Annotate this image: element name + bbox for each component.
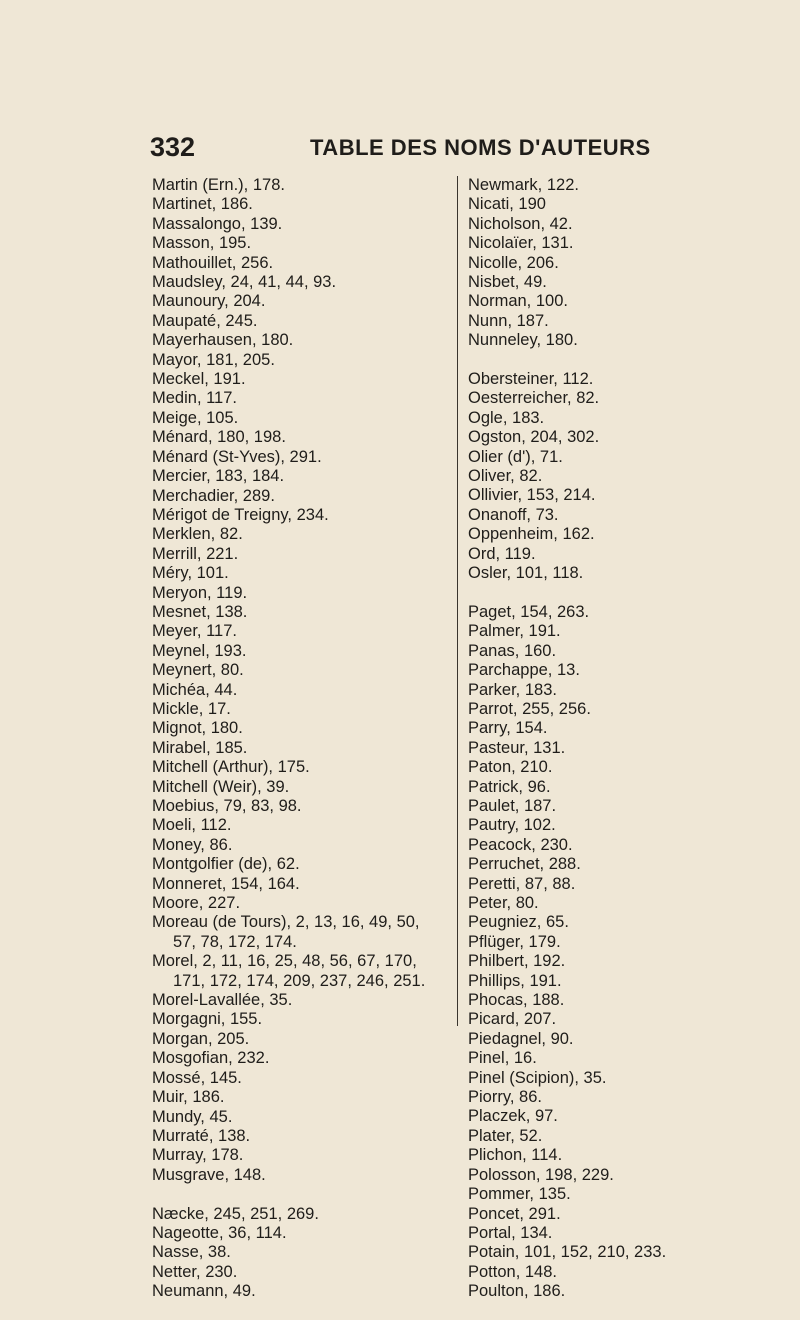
- column-divider: [457, 176, 458, 1026]
- index-entry: Morel-Lavallée, 35.: [152, 991, 293, 1010]
- index-entry: Nasse, 38.: [152, 1243, 231, 1262]
- running-title: TABLE DES NOMS D'AUTEURS: [310, 135, 651, 160]
- index-entry: 57, 78, 172, 174.: [173, 932, 297, 951]
- index-entry: Meyer, 117.: [152, 622, 237, 641]
- index-entry: 171, 172, 174, 209, 237, 246, 251.: [173, 971, 426, 990]
- group-spacer: [468, 584, 778, 603]
- index-entry: Piedagnel, 90.: [468, 1029, 574, 1048]
- index-entry: Mossé, 145.: [152, 1068, 242, 1087]
- index-entry: Money, 86.: [152, 835, 233, 854]
- index-entry: Poulton, 186.: [468, 1282, 566, 1301]
- index-entry: Nicolle, 206.: [468, 253, 559, 272]
- index-entry: Meige, 105.: [152, 408, 239, 427]
- index-entry: Nunn, 187.: [468, 311, 549, 330]
- index-entry: Mesnet, 138.: [152, 602, 248, 621]
- index-entry: Mundy, 45.: [152, 1107, 233, 1126]
- index-entry: Pommer, 135.: [468, 1185, 571, 1204]
- index-entry: Masson, 195.: [152, 234, 252, 253]
- index-entry: Picard, 207.: [468, 1010, 557, 1029]
- index-entry: Plater, 52.: [468, 1126, 543, 1145]
- index-entry: Moeli, 112.: [152, 816, 232, 835]
- index-entry: Martinet, 186.: [152, 195, 253, 214]
- index-entry: Murraté, 138.: [152, 1126, 251, 1145]
- index-entry: Ollivier, 153, 214.: [468, 486, 596, 505]
- index-entry: Michéa, 44.: [152, 680, 238, 699]
- index-entry: Meynel, 193.: [152, 641, 247, 660]
- index-entry: Placzek, 97.: [468, 1107, 558, 1126]
- index-entry: Perruchet, 288.: [468, 855, 581, 874]
- index-entry: Paget, 154, 263.: [468, 602, 590, 621]
- index-entry: Nicati, 190: [468, 195, 546, 214]
- page-header: [150, 132, 710, 168]
- index-entry: Peugniez, 65.: [468, 913, 569, 932]
- index-entry: Oesterreicher, 82.: [468, 389, 600, 408]
- index-entry: Meckel, 191.: [152, 370, 246, 389]
- index-entry: Olier (d'), 71.: [468, 447, 563, 466]
- page-number: 332: [150, 132, 196, 162]
- index-entry: Osler, 101, 118.: [468, 564, 584, 583]
- index-entry: Merklen, 82.: [152, 525, 243, 544]
- index-entry: Potton, 148.: [468, 1262, 557, 1281]
- group-spacer: [152, 1185, 452, 1204]
- index-entry: Montgolfier (de), 62.: [152, 855, 300, 874]
- index-entry: Monneret, 154, 164.: [152, 874, 300, 893]
- index-entry: Peter, 80.: [468, 894, 539, 912]
- index-entry: Mitchell (Arthur), 175.: [152, 758, 310, 777]
- index-entry: Mosgofian, 232.: [152, 1049, 270, 1068]
- index-entry: Nunneley, 180.: [468, 331, 578, 350]
- index-column-right: [468, 176, 778, 1302]
- index-entry: Norman, 100.: [468, 292, 568, 311]
- index-entry: Mercier, 183, 184.: [152, 467, 285, 486]
- index-entry: Peretti, 87, 88.: [468, 874, 576, 893]
- index-entry: Moreau (de Tours), 2, 13, 16, 49, 50,: [152, 913, 420, 932]
- index-entry: Ogston, 204, 302.: [468, 428, 600, 447]
- index-entry: Phillips, 191.: [468, 971, 562, 990]
- index-entry: Morgan, 205.: [152, 1029, 250, 1048]
- index-entry: Pinel (Scipion), 35.: [468, 1068, 607, 1087]
- index-entry: Muir, 186.: [152, 1088, 225, 1107]
- index-entry: Morgagni, 155.: [152, 1010, 263, 1029]
- index-entry: Merrill, 221.: [152, 544, 239, 563]
- index-entry: Pasteur, 131.: [468, 738, 566, 757]
- index-column-left: [152, 176, 452, 1302]
- index-entry: Phocas, 188.: [468, 991, 565, 1010]
- index-entry: Mignot, 180.: [152, 719, 243, 738]
- index-entry: Nisbet, 49.: [468, 273, 547, 292]
- index-entry: Medin, 117.: [152, 389, 237, 408]
- index-entry: Mirabel, 185.: [152, 738, 248, 757]
- index-entry: Paton, 210.: [468, 758, 553, 777]
- index-entry: Oliver, 82.: [468, 467, 543, 486]
- index-entry: Plichon, 114.: [468, 1146, 563, 1165]
- index-entry: Oppenheim, 162.: [468, 525, 595, 544]
- index-entry: Portal, 134.: [468, 1223, 553, 1242]
- index-entry: Nageotte, 36, 114.: [152, 1223, 287, 1242]
- index-entry: Nicolaïer, 131.: [468, 234, 574, 253]
- index-entry: Mayerhausen, 180.: [152, 331, 294, 350]
- index-entry: Newmark, 122.: [468, 176, 579, 194]
- index-entry: Pflüger, 179.: [468, 932, 561, 951]
- group-spacer: [468, 351, 778, 370]
- index-entry: Ogle, 183.: [468, 408, 545, 427]
- index-entry: Musgrave, 148.: [152, 1165, 266, 1184]
- index-entry: Ménard, 180, 198.: [152, 428, 286, 447]
- index-entry: Maunoury, 204.: [152, 292, 266, 311]
- index-entry: Mathouillet, 256.: [152, 253, 274, 272]
- index-entry: Morel, 2, 11, 16, 25, 48, 56, 67, 170,: [152, 952, 417, 971]
- index-entry: Murray, 178.: [152, 1146, 244, 1165]
- index-entry: Philbert, 192.: [468, 952, 566, 971]
- index-entry: Obersteiner, 112.: [468, 370, 594, 389]
- index-entry: Moore, 227.: [152, 894, 241, 913]
- index-entry: Massalongo, 139.: [152, 214, 283, 233]
- index-entry: Maupaté, 245.: [152, 311, 258, 330]
- index-entry: Ménard (St-Yves), 291.: [152, 447, 322, 466]
- index-entry: Parrot, 255, 256.: [468, 699, 591, 718]
- index-entry: Mickle, 17.: [152, 699, 231, 718]
- index-entry: Mayor, 181, 205.: [152, 350, 275, 369]
- index-entry: Pinel, 16.: [468, 1049, 537, 1068]
- index-entry: Panas, 160.: [468, 641, 557, 660]
- index-entry: Maudsley, 24, 41, 44, 93.: [152, 273, 337, 292]
- index-entry: Palmer, 191.: [468, 622, 561, 641]
- index-entry: Onanoff, 73.: [468, 505, 559, 524]
- index-entry: Meynert, 80.: [152, 661, 244, 680]
- index-entry: Merchadier, 289.: [152, 486, 275, 505]
- index-entry: Poncet, 291.: [468, 1204, 561, 1223]
- index-entry: Pautry, 102.: [468, 816, 556, 835]
- index-entry: Moebius, 79, 83, 98.: [152, 797, 302, 815]
- index-entry: Patrick, 96.: [468, 777, 551, 796]
- index-entry: Nicholson, 42.: [468, 214, 573, 233]
- index-entry: Mitchell (Weir), 39.: [152, 777, 290, 796]
- index-entry: Neumann, 49.: [152, 1282, 256, 1301]
- index-entry: Potain, 101, 152, 210, 233.: [468, 1243, 667, 1262]
- index-entry: Piorry, 86.: [468, 1088, 542, 1107]
- index-entry: Ord, 119.: [468, 544, 536, 563]
- index-entry: Næcke, 245, 251, 269.: [152, 1204, 319, 1223]
- index-entry: Netter, 230.: [152, 1262, 238, 1281]
- index-entry: Paulet, 187.: [468, 796, 557, 815]
- index-entry: Mérigot de Treigny, 234.: [152, 505, 329, 524]
- index-entry: Parry, 154.: [468, 719, 548, 738]
- index-entry: Meryon, 119.: [152, 583, 248, 602]
- index-entry: Polosson, 198, 229.: [468, 1165, 614, 1184]
- index-entry: Parker, 183.: [468, 680, 557, 699]
- index-entry: Peacock, 230.: [468, 835, 573, 854]
- index-entry: Méry, 101.: [152, 564, 229, 583]
- index-entry: Martin (Ern.), 178.: [152, 176, 285, 194]
- index-entry: Parchappe, 13.: [468, 661, 580, 680]
